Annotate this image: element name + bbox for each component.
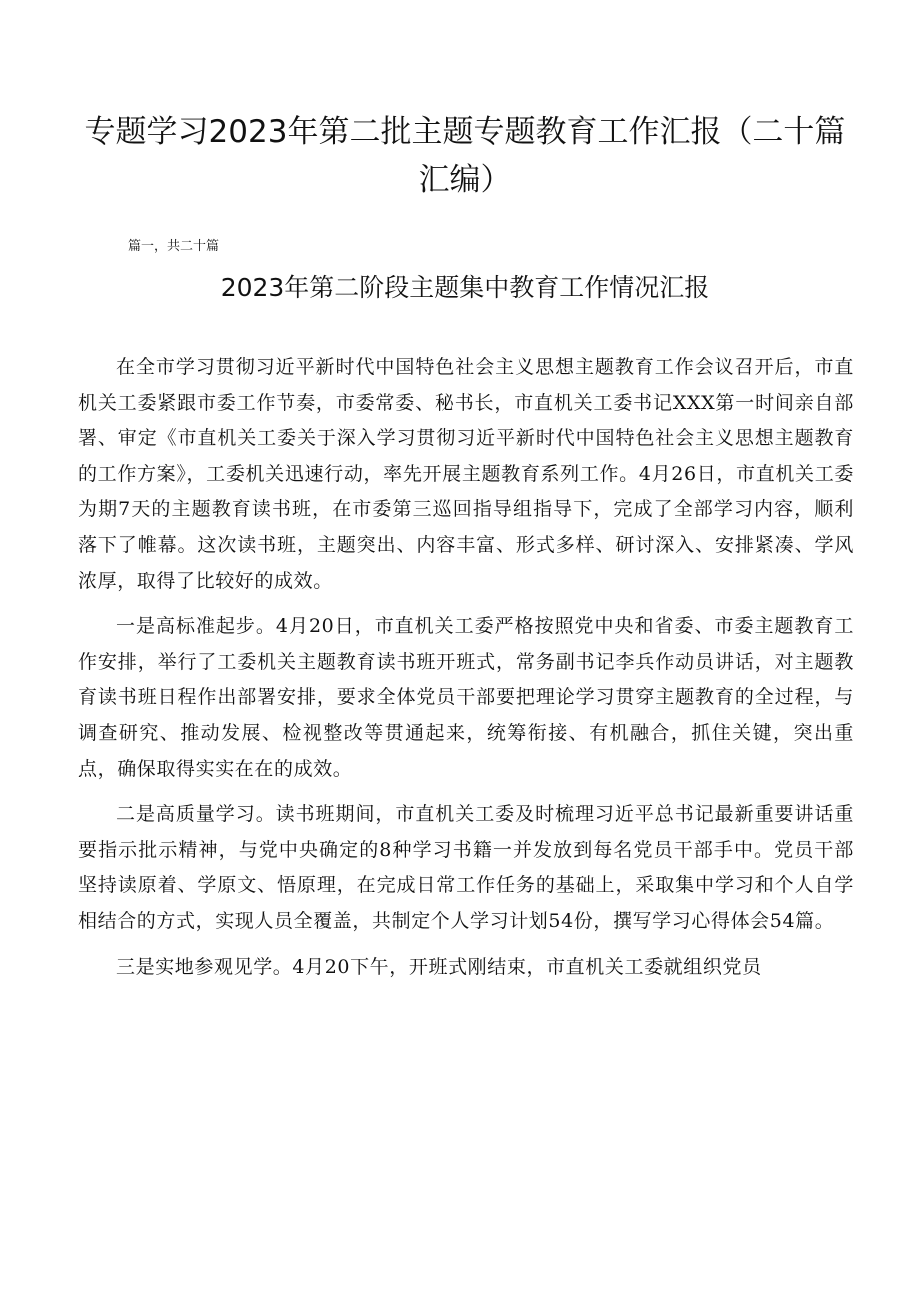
body-text bbox=[78, 350, 854, 995]
paragraph-point-one: 一是高标准起步。4月20日，市直机关工委严格按照党中央和省委、市委主题教育工作安排，举行了工委机关主题教育读书班开班式，常务副书记李兵作动员讲话，对主题教育读书班日程作出部署安排，要求全体党员干部要把理论学习贯穿主题教育的全过程，与调查研究、推动发展、检视整改等贯通起来，统筹衔接、有机融合，抓住关键，突出重点，确保取得实实在在的成效。 bbox=[78, 615, 854, 780]
paragraph-point-two: 二是高质量学习。读书班期间，市直机关工委及时梳理习近平总书记最新重要讲话重要指示批示精神，与党中央确定的8种学习书籍一并发放到每名党员干部手中。党员干部坚持读原着、学原文、悟原理，在完成日常工作任务的基础上，采取集中学习和个人自学相结合的方式，实现人员全覆盖，共制定个人学习计划54份，撰写学习心得体会54篇。 bbox=[78, 803, 854, 932]
section-subtitle: 2023年第二阶段主题集中教育工作情况汇报 bbox=[220, 273, 710, 302]
paragraph-point-three: 三是实地参观见学。4月20下午，开班式刚结束，市直机关工委就组织党员 bbox=[116, 955, 762, 978]
section-label: 篇一，共二十篇 bbox=[128, 239, 220, 254]
document-title: 专题学习2023年第二批主题专题教育工作汇报（二十篇汇编） bbox=[84, 114, 846, 198]
paragraph-intro: 在全市学习贯彻习近平新时代中国特色社会主义思想主题教育工作会议召开后，市直机关工委紧跟市委工作节奏，市委常委、秘书长，市直机关工委书记XXX第一时间亲自部署、审定《市直机关工委关于深入学习贯彻习近平新时代中国特色社会主义思想主题教育的工作方案》，工委机关迅速行动，率先开展主题教育系列工作。4月26日，市直机关工委为期7天的主题教育读书班，在市委第三巡回指导组指导下，完成了全部学习内容，顺利落下了帷幕。这次读书班，主题突出、内容丰富、形式多样、研讨深入、安排紧凑、学风浓厚，取得了比较好的成效。 bbox=[78, 356, 854, 592]
